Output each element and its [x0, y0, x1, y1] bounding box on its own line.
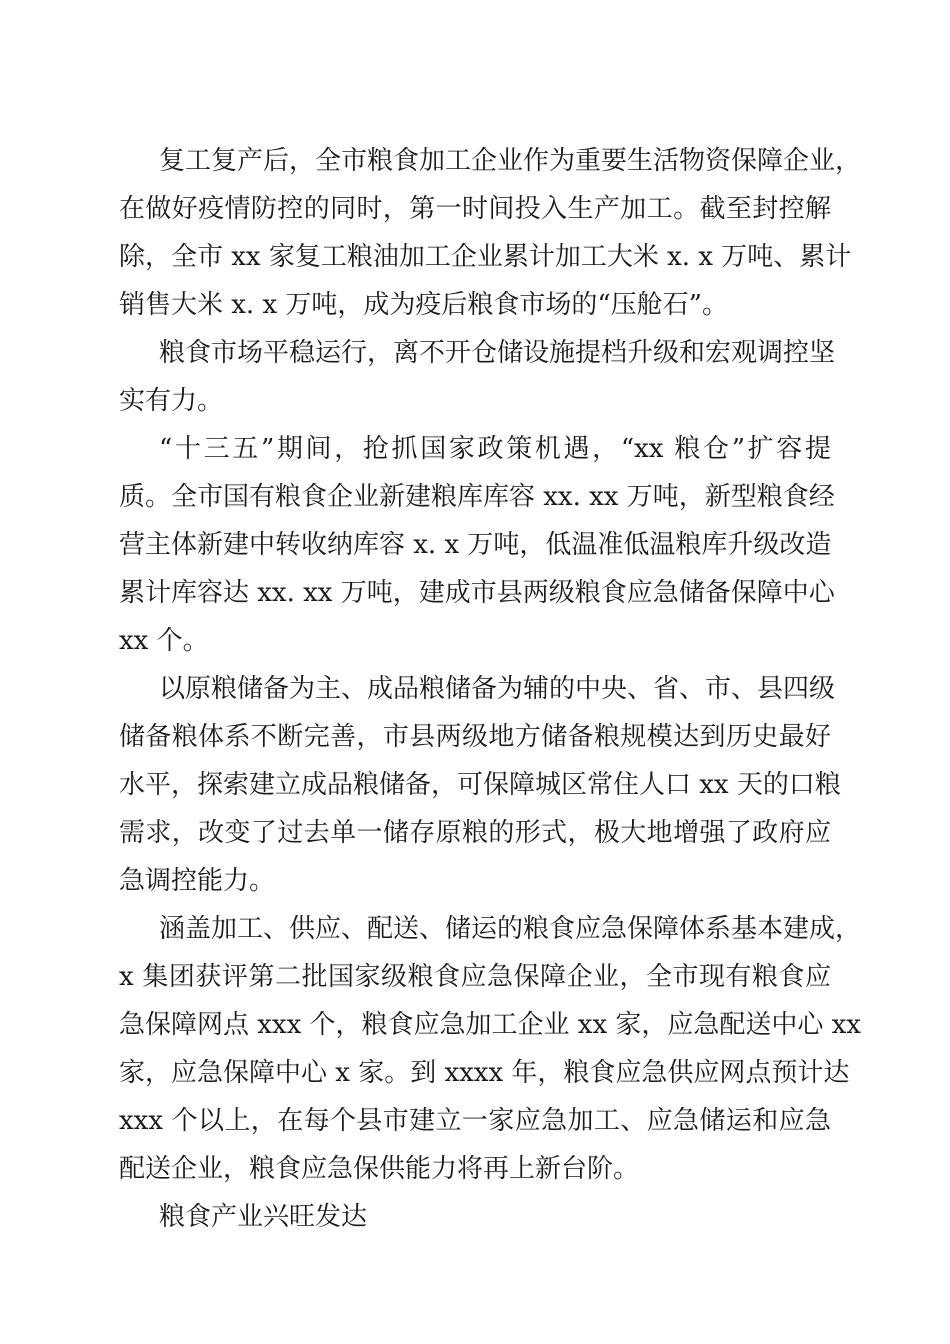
paragraph-4-line-3: 水平，探索建立成品粮储备，可保障城区常住人口 xx 天的口粮	[119, 770, 841, 800]
paragraph-3-line-5: xx 个。	[119, 626, 209, 656]
paragraph-5-line-5: xxx 个以上，在每个县市建立一家应急加工、应急储运和应急	[119, 1106, 831, 1136]
paragraph-3-line-2: 质。全市国有粮食企业新建粮库库容 xx. xx 万吨，新型粮食经	[119, 482, 835, 512]
paragraph-4-line-5: 急调控能力。	[119, 866, 276, 896]
paragraph-5-line-6: 配送企业，粮食应急保供能力将再上新台阶。	[119, 1154, 640, 1184]
paragraph-5-line-3: 急保障网点 xxx 个，粮食应急加工企业 xx 家，应急配送中心 xx	[119, 1010, 861, 1040]
section-heading-line: 粮食产业兴旺发达	[159, 1202, 368, 1232]
paragraph-1-line-3: 除，全市 xx 家复工粮油加工企业累计加工大米 x. x 万吨、累计	[119, 242, 852, 272]
paragraph-4-line-4: 需求，改变了过去单一储存原粮的形式，极大地增强了政府应	[119, 818, 831, 848]
paragraph-1-line-2: 在做好疫情防控的同时，第一时间投入生产加工。截至封控解	[119, 194, 831, 224]
paragraph-4-line-2: 储备粮体系不断完善，市县两级地方储备粮规模达到历史最好	[119, 722, 831, 752]
paragraph-5-line-4: 家，应急保障中心 x 家。到 xxxx 年，粮食应急供应网点预计达	[119, 1058, 850, 1088]
paragraph-5-line-2: x 集团获评第二批国家级粮食应急保障企业，全市现有粮食应	[119, 962, 831, 992]
paragraph-3-line-1: “十三五”期间，抢抓国家政策机遇，“xx 粮仓”扩容提	[159, 434, 831, 464]
paragraph-3-line-3: 营主体新建中转收纳库容 x. x 万吨，低温准低温粮库升级改造	[119, 530, 832, 560]
paragraph-2-line-2: 实有力。	[119, 386, 224, 416]
paragraph-3-line-4: 累计库容达 xx. xx 万吨，建成市县两级粮食应急储备保障中心	[119, 578, 835, 608]
paragraph-1-line-4: 销售大米 x. x 万吨，成为疫后粮食市场的“压舱石”。	[119, 290, 728, 320]
paragraph-4-line-1: 以原粮储备为主、成品粮储备为辅的中央、省、市、县四级	[159, 674, 836, 704]
paragraph-1-line-1: 复工复产后，全市粮食加工企业作为重要生活物资保障企业，	[159, 146, 862, 176]
paragraph-5-line-1: 涵盖加工、供应、配送、储运的粮食应急保障体系基本建成，	[159, 914, 862, 944]
paragraph-2-line-1: 粮食市场平稳运行，离不开仓储设施提档升级和宏观调控坚	[159, 338, 836, 368]
